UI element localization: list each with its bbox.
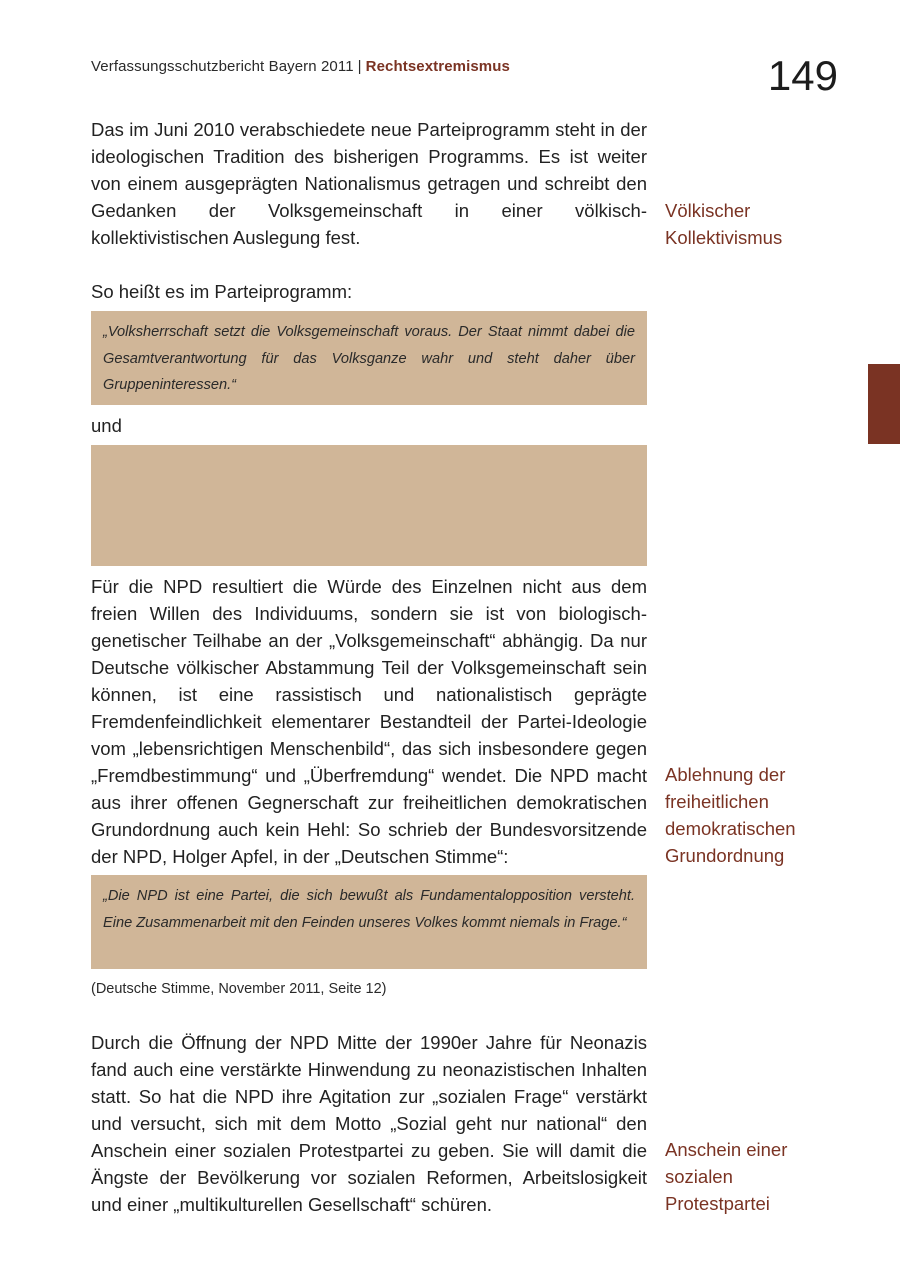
margin-note-line: Ablehnung der (665, 764, 786, 785)
margin-note-line: Protestpartei (665, 1193, 770, 1214)
quote-text: „Volksherrschaft setzt die Volksgemeinschaft voraus. Der Staat nimmt dabei die Gesamtverantwortung für das Volksganze wahr und steht daher über Gruppeninteressen.“ (103, 324, 635, 393)
margin-note-voelkischer-kollektivismus (665, 197, 865, 251)
margin-note-protestpartei (665, 1136, 865, 1217)
margin-note-ablehnung-grundordnung (665, 761, 865, 869)
quote-box-volksherrschaft (91, 311, 647, 405)
header-separator: | (357, 58, 362, 75)
margin-note-line: Kollektivismus (665, 227, 783, 248)
margin-note-line: freiheitlichen (665, 791, 769, 812)
chapter-tab-marker (868, 364, 900, 444)
quote-box-redacted (91, 445, 647, 566)
paragraph-party-program: Das im Juni 2010 verabschiedete neue Parteiprogramm steht in der ideologischen Tradition des bisherigen Programms. Es ist weiter von einem ausgeprägten Nationalismus getragen und schreibt den Gedanken der Volksgemeinschaft in einer völkisch-kollektivistischen Auslegung fest. (91, 119, 647, 248)
citation: (Deutsche Stimme, November 2011, Seite 12) (91, 981, 387, 997)
margin-note-line: Anschein einer (665, 1139, 788, 1160)
paragraph-social-question: Durch die Öffnung der NPD Mitte der 1990er Jahre für Neonazis fand auch eine verstärkte Hinwendung zu neonazistischen Inhalten statt. So hat die NPD ihre Agitation zur „sozialen Frage“ verstärkt und versucht, sich mit dem Motto „Sozial geht nur national“ den Anschein einer sozialen Protestpartei zu geben. Sie will damit die Ängste der Bevölkerung vor sozialen Reformen, Arbeitslosigkeit und einer „multikulturellen Gesellschaft“ schüren. (91, 1032, 647, 1215)
quote-text: „Die NPD ist eine Partei, die sich bewußt als Fundamentalopposition versteht. Eine Zusammenarbeit mit den Feinden unseres Volkes kommt niemals in Frage.“ (103, 888, 635, 931)
report-title: Verfassungsschutzbericht Bayern 2011 (91, 58, 354, 75)
margin-note-line: Völkischer (665, 200, 751, 221)
margin-note-line: sozialen (665, 1166, 733, 1187)
quote-intro: So heißt es im Parteiprogramm: (91, 281, 353, 302)
page-number: 149 (767, 52, 838, 99)
connector-und: und (91, 415, 122, 436)
paragraph-npd-ideology: Für die NPD resultiert die Würde des Einzelnen nicht aus dem freien Willen des Individuums, sondern sie ist von biologisch-genetischer Teilhabe an der „Volksgemeinschaft“ abhängig. Da nur Deutsche völkischer Abstammung Teil der Volksgemeinschaft sein können, ist eine rassistisch und nationalistisch geprägte Fremdenfeindlichkeit elementarer Bestandteil der Partei-Ideologie vom „lebensrichtigen Menschenbild“, das sich insbesondere gegen „Fremdbestimmung“ und „Überfremdung“ wendet. Die NPD macht aus ihrer offenen Gegnerschaft zur freiheitlichen demokratischen Grundordnung auch kein Hehl: So schrieb der Bundesvorsitzende der NPD, Holger Apfel, in der „Deutschen Stimme“: (91, 576, 647, 867)
quote-box-fundamentalopposition (91, 875, 647, 969)
section-title: Rechtsextremismus (365, 58, 510, 75)
running-header (91, 58, 510, 75)
margin-note-line: Grundordnung (665, 845, 785, 866)
margin-note-line: demokratischen (665, 818, 796, 839)
